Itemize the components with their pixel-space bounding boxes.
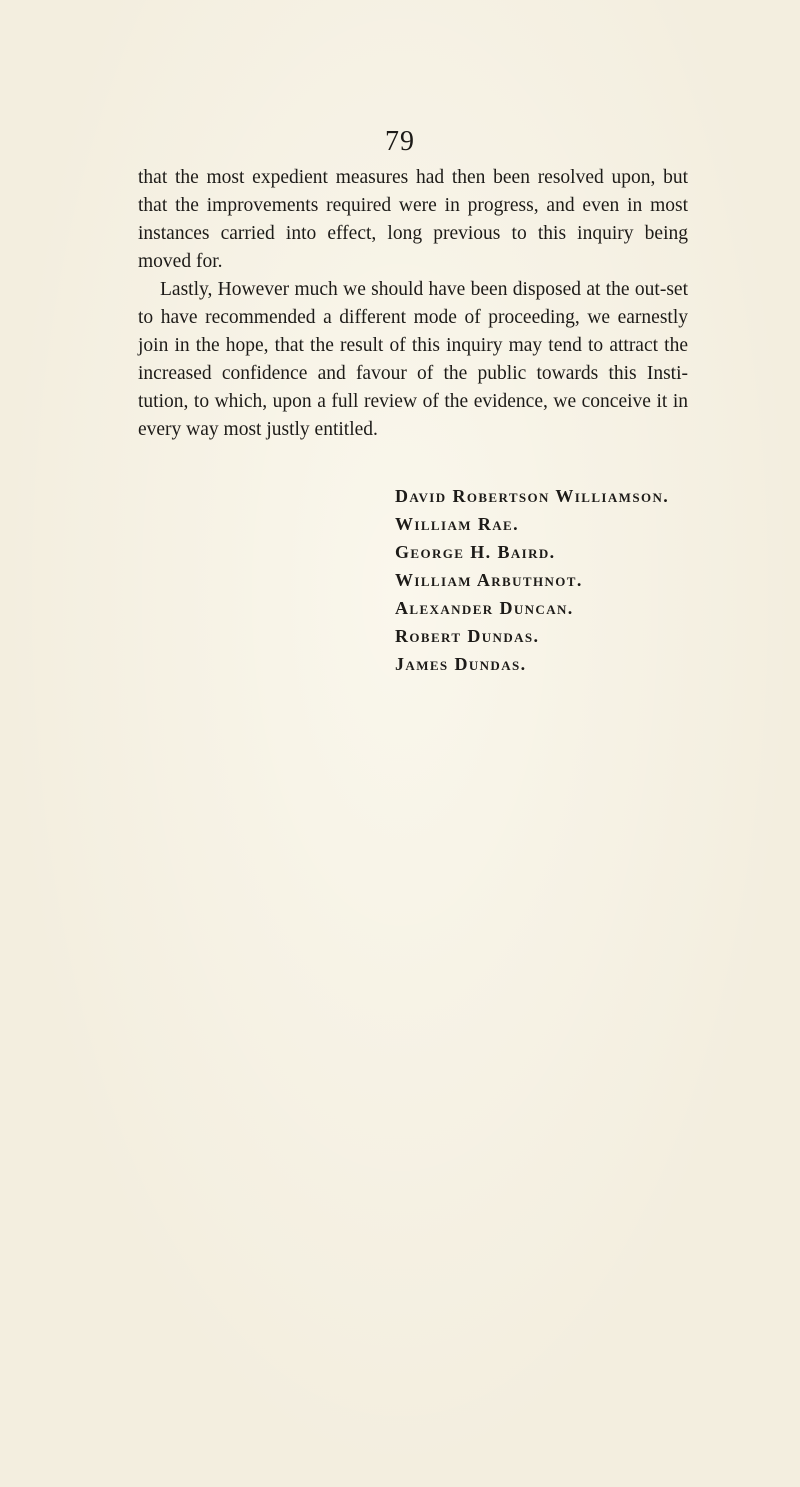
signatory: William Arbuthnot. xyxy=(395,570,583,590)
signatory: James Dundas. xyxy=(395,654,527,674)
signatory: George H. Baird. xyxy=(395,542,556,562)
page-number: 79 xyxy=(385,126,415,157)
signature-list xyxy=(395,482,695,678)
paragraph-lastly: Lastly, However much we should have been disposed at the out-set to have recommended a different mode of proceeding, we earnestly join in the hope, that the result of this inquiry may tend to attract the increased confidence and favour of the public towards this Insti-tution, to which, upon a full review of the evidence, we conceive it in every way most justly entitled. xyxy=(138,279,688,440)
signatory: Robert Dundas. xyxy=(395,626,540,646)
signatory: Alexander Duncan. xyxy=(395,598,574,618)
body-text xyxy=(138,164,688,444)
paragraph-continuation: that the most expedient measures had then been resolved upon, but that the improvements required were in progress, and even in most instances carried into effect, long previous to this inquiry being moved for. xyxy=(138,167,688,272)
signatory: William Rae. xyxy=(395,514,519,534)
signatory: David Robertson Williamson. xyxy=(395,486,670,506)
